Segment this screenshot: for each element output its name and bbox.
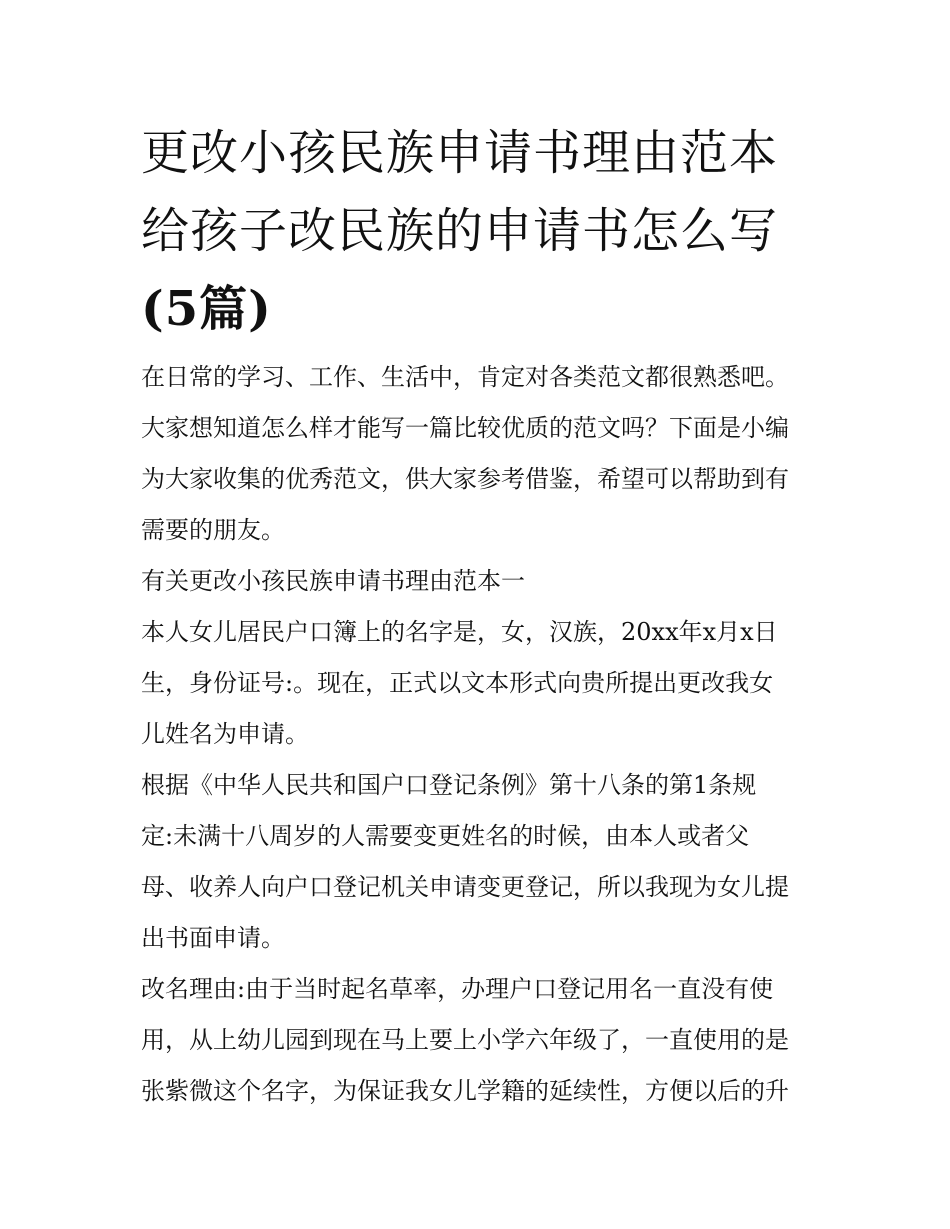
- text-line: 用，从上幼儿园到现在马上要上小学六年级了，一直使用的是: [141, 1026, 789, 1054]
- title-line: (5篇): [141, 281, 272, 337]
- text-line: 根据《中华人民共和国户口登记条例》第十八条的第1条规: [141, 771, 757, 799]
- intro-paragraph: [141, 352, 821, 556]
- text-line: 生，身份证号:。现在，正式以文本形式向贵所提出更改我女: [141, 669, 774, 697]
- text-line: 在日常的学习、工作、生活中，肯定对各类范文都很熟悉吧。: [141, 363, 789, 391]
- section-heading: [141, 556, 821, 607]
- body-paragraph: [141, 760, 821, 964]
- body-paragraph: [141, 964, 821, 1117]
- text-line: 儿姓名为申请。: [141, 720, 309, 748]
- text-line: 张紫微这个名字，为保证我女儿学籍的延续性，方便以后的升: [141, 1077, 789, 1105]
- text-line: 出书面申请。: [141, 924, 285, 952]
- text-line: 为大家收集的优秀范文，供大家参考借鉴，希望可以帮助到有: [141, 465, 789, 493]
- text-line: 大家想知道怎么样才能写一篇比较优质的范文吗？下面是小编: [141, 414, 789, 442]
- title-line: 更改小孩民族申请书理由范本: [141, 125, 779, 181]
- text-line: 需要的朋友。: [141, 516, 285, 544]
- text-line: 定:未满十八周岁的人需要变更姓名的时候，由本人或者父: [141, 822, 750, 850]
- document-title: [141, 114, 821, 348]
- body-paragraph: [141, 607, 821, 760]
- text-line: 母、收养人向户口登记机关申请变更登记，所以我现为女儿提: [141, 873, 789, 901]
- title-line: 给孩子改民族的申请书怎么写: [141, 203, 779, 259]
- text-line: 有关更改小孩民族申请书理由范本一: [141, 567, 525, 595]
- text-line: 改名理由:由于当时起名草率，办理户口登记用名一直没有使: [141, 975, 774, 1003]
- text-line: 本人女儿居民户口簿上的名字是，女，汉族，20xx年x月x日: [141, 618, 778, 646]
- document-body: [141, 352, 821, 1117]
